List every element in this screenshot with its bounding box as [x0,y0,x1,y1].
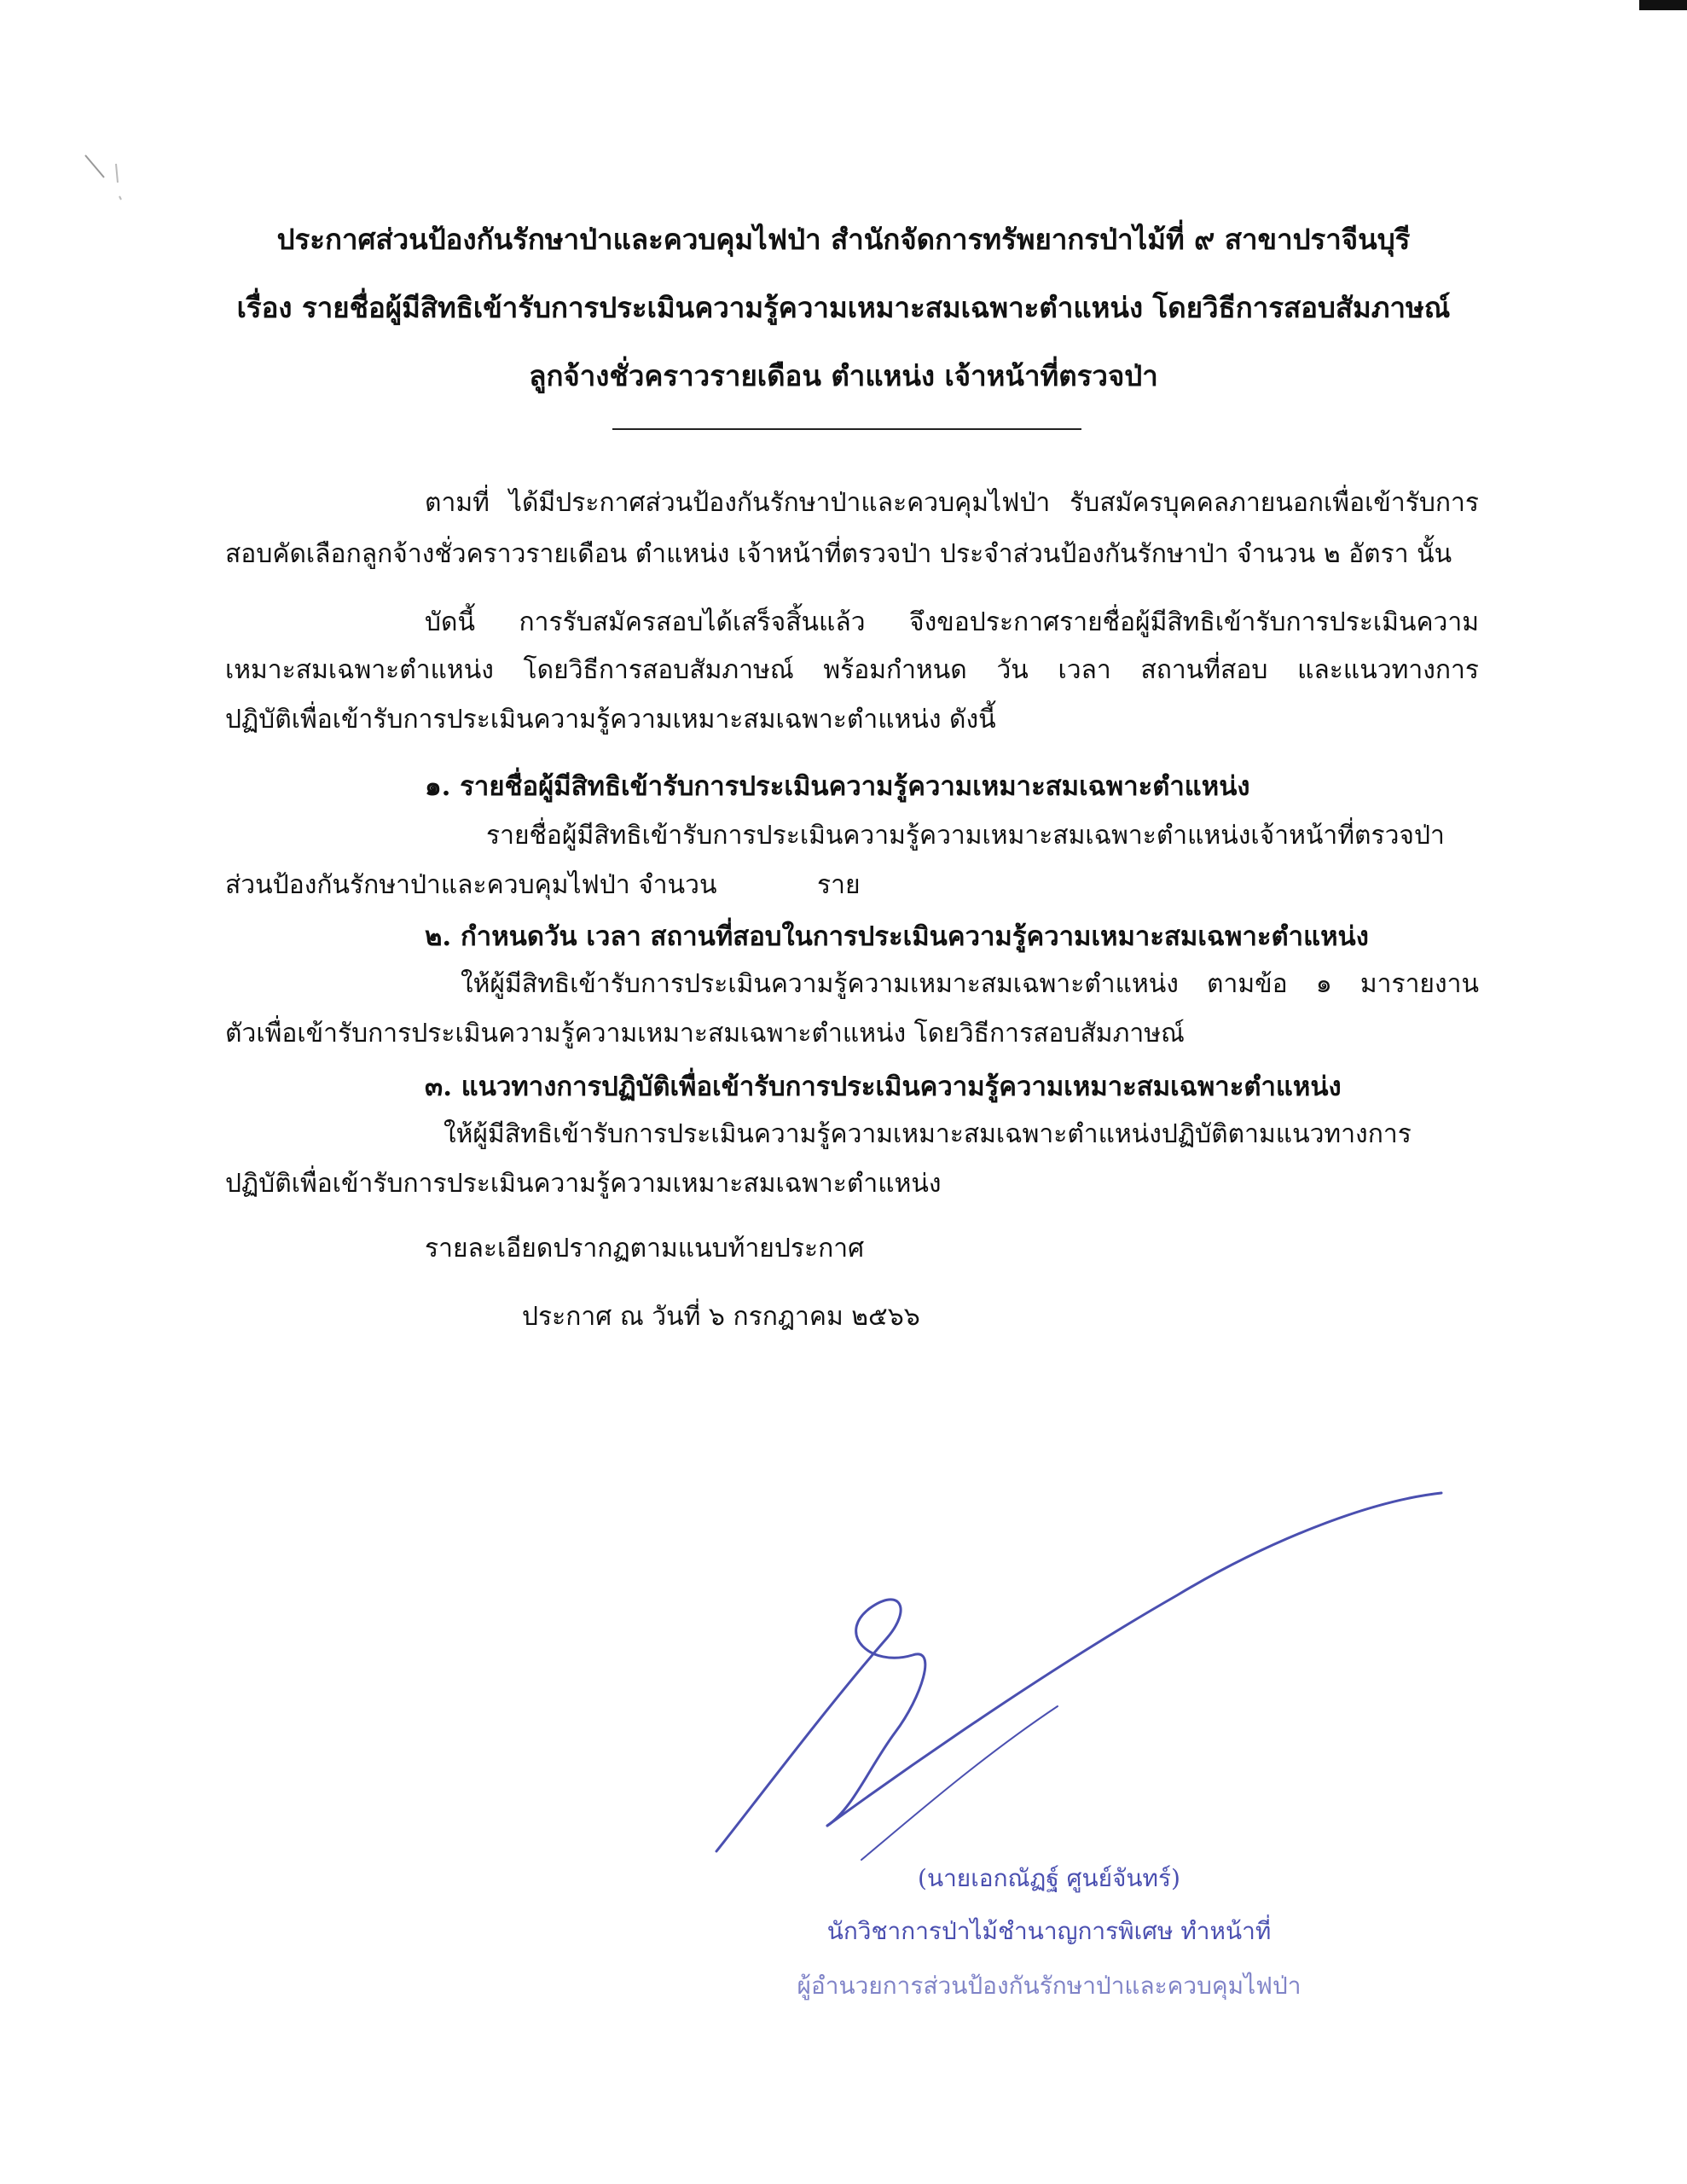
section-2-heading: ๒. กำหนดวัน เวลา สถานที่สอบในการประเมินความรู้ความเหมาะสมเฉพาะตำแหน่ง [425,921,1369,952]
announcement-title-line1: ประกาศส่วนป้องกันรักษาป่าและควบคุมไฟป่า สำนักจัดการทรัพยากรป่าไม้ที่ ๙ สาขาปราจีนบุรี [276,223,1411,256]
title-underline [612,428,1081,430]
signatory-name: (นายเอกณัฏฐ์ ศูนย์จันทร์) [918,1864,1180,1892]
paragraph-1-line-1: ตามที่ ได้มีประกาศส่วนป้องกันรักษาป่าและควบคุมไฟป่า รับสมัครบุคคลภายนอกเพื่อเข้ารับการ [425,488,1479,518]
announcement-date: ประกาศ ณ วันที่ ๖ กรกฎาคม ๒๕๖๖ [522,1302,920,1332]
paragraph-1-line-2: สอบคัดเลือกลูกจ้างชั่วคราวรายเดือน ตำแหน่ง เจ้าหน้าที่ตรวจป่า ประจำส่วนป้องกันรักษาป่า จำนวน ๒ อัตรา นั้น [225,539,1452,569]
paragraph-2-line-2: เหมาะสมเฉพาะตำแหน่ง โดยวิธีการสอบสัมภาษณ์ พร้อมกำหนด วัน เวลา สถานที่สอบ และแนวทางการ [225,655,1479,685]
section-1-line-2-unit: ราย [817,870,861,900]
signatory-position-line1: นักวิชาการป่าไม้ชำนาญการพิเศษ ทำหน้าที่ [826,1917,1272,1945]
section-2-line-2: ตัวเพื่อเข้ารับการประเมินความรู้ความเหมาะสมเฉพาะตำแหน่ง โดยวิธีการสอบสัมภาษณ์ [225,1019,1185,1048]
section-1-line-2-text: ส่วนป้องกันรักษาป่าและควบคุมไฟป่า จำนวน [225,870,717,900]
paragraph-2-line-1: บัดนี้ การรับสมัครสอบได้เสร็จสิ้นแล้ว จึงขอประกาศรายชื่อผู้มีสิทธิเข้ารับการประเมินความ [425,607,1479,637]
scan-edge-mark [1639,0,1687,10]
section-3-line-2: ปฏิบัติเพื่อเข้ารับการประเมินความรู้ความเหมาะสมเฉพาะตำแหน่ง [225,1169,942,1199]
signatory-position-line2: ผู้อำนวยการส่วนป้องกันรักษาป่าและควบคุมไฟป่า [797,1972,1301,2000]
section-1-heading: ๑. รายชื่อผู้มีสิทธิเข้ารับการประเมินความรู้ความเหมาะสมเฉพาะตำแหน่ง [425,771,1250,802]
announcement-title-line3: ลูกจ้างชั่วคราวรายเดือน ตำแหน่ง เจ้าหน้าที่ตรวจป่า [529,359,1158,392]
paragraph-2-line-3: ปฏิบัติเพื่อเข้ารับการประเมินความรู้ความเหมาะสมเฉพาะตำแหน่ง ดังนี้ [225,705,996,735]
section-2-line-1: ให้ผู้มีสิทธิเข้ารับการประเมินความรู้ความเหมาะสมเฉพาะตำแหน่ง ตามข้อ ๑ มารายงาน [461,969,1479,999]
details-note: รายละเอียดปรากฏตามแนบท้ายประกาศ [425,1234,865,1263]
announcement-title-line2: เรื่อง รายชื่อผู้มีสิทธิเข้ารับการประเมินความรู้ความเหมาะสมเฉพาะตำแหน่ง โดยวิธีการสอบสัมภาษณ์ [236,291,1451,324]
section-3-line-1: ให้ผู้มีสิทธิเข้ารับการประเมินความรู้ความเหมาะสมเฉพาะตำแหน่งปฏิบัติตามแนวทางการ [443,1119,1412,1149]
handwritten-signature [699,1450,1467,1894]
section-1-line-1: รายชื่อผู้มีสิทธิเข้ารับการประเมินความรู้ความเหมาะสมเฉพาะตำแหน่งเจ้าหน้าที่ตรวจป่า [486,821,1445,851]
section-3-heading: ๓. แนวทางการปฏิบัติเพื่อเข้ารับการประเมินความรู้ความเหมาะสมเฉพาะตำแหน่ง [425,1072,1342,1102]
scan-smudge [78,145,130,205]
